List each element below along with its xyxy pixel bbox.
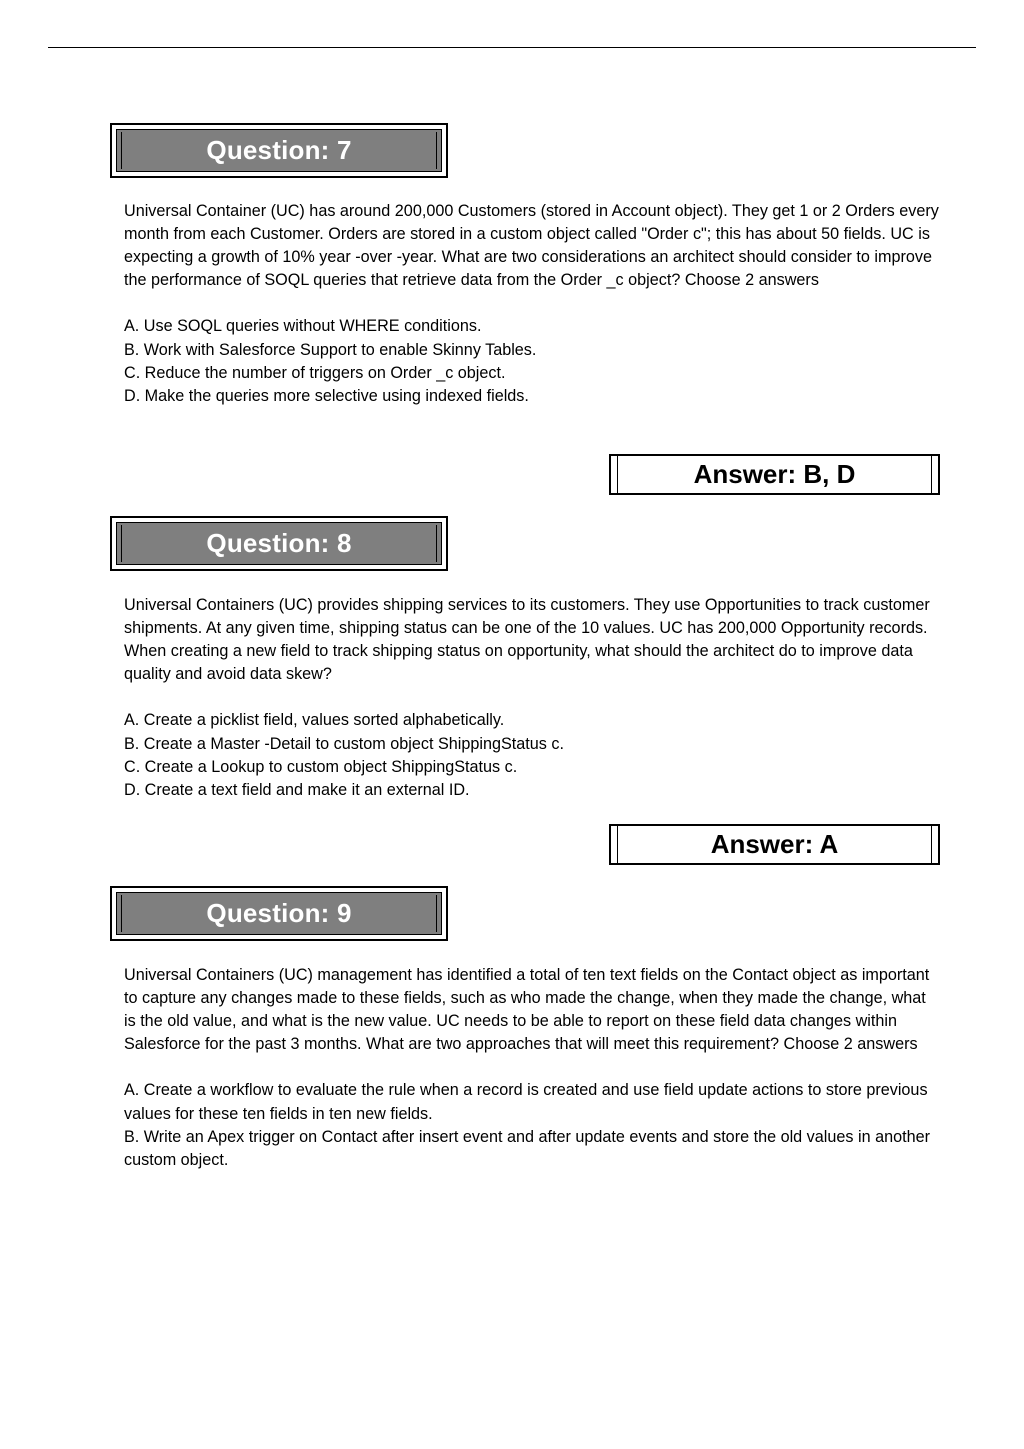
question-7-header: [110, 123, 448, 178]
question-9-option-b: B. Write an Apex trigger on Contact after insert event and after update events and store the old values in another custom object.: [124, 1127, 930, 1169]
question-8-option-b: B. Create a Master -Detail to custom object ShippingStatus c.: [124, 734, 564, 753]
question-7-option-a: A. Use SOQL queries without WHERE conditions.: [124, 317, 482, 336]
question-7-option-c: C. Reduce the number of triggers on Order _c object.: [124, 363, 506, 382]
question-9-body: [124, 964, 939, 1172]
question-9-options: [124, 1079, 939, 1171]
question-8-option-c: C. Create a Lookup to custom object ShippingStatus c.: [124, 757, 518, 776]
question-9-text: Universal Containers (UC) management has identified a total of ten text fields on the Contact object as important to capture any changes made to these fields, such as who made the change, when they made the change, what is the old value, and what is the new value. UC needs to be able to report on these field data changes within Salesforce for the past 3 months. What are two approaches that will meet this requirement? Choose 2 answers: [124, 966, 930, 1054]
top-rule: [48, 47, 976, 48]
question-8-option-a: A. Create a picklist field, values sorted alphabetically.: [124, 711, 505, 730]
question-7-answer: Answer: B, D: [693, 459, 856, 489]
question-9-title: Question: 9: [206, 898, 352, 928]
question-7-option-d: D. Make the queries more selective using indexed fields.: [124, 386, 529, 405]
question-8-header: [110, 516, 448, 571]
question-9-header: [110, 886, 448, 941]
question-8-option-d: D. Create a text field and make it an external ID.: [124, 780, 470, 799]
question-9-option-a: A. Create a workflow to evaluate the rule when a record is created and use field update actions to store previous values for these ten fields in ten new fields.: [124, 1081, 928, 1123]
question-8-answer: Answer: A: [710, 829, 839, 859]
question-7-options: [124, 315, 939, 407]
question-8-options: [124, 709, 939, 801]
question-8-body: [124, 594, 939, 802]
question-8-answer-box: [609, 824, 940, 865]
question-7-title: Question: 7: [206, 135, 352, 165]
question-7-answer-box: [609, 454, 940, 495]
question-8-text: Universal Containers (UC) provides shipping services to its customers. They use Opportunities to track customer shipments. At any given time, shipping status can be one of the 10 values. UC has 200,000 Opportunity records. When creating a new field to track shipping status on opportunity, what should the architect do to improve data quality and avoid data skew?: [124, 596, 930, 684]
question-7-text: Universal Container (UC) has around 200,000 Customers (stored in Account object). They get 1 or 2 Orders every month from each Customer. Orders are stored in a custom object called "Order c"; this has about 50 fields. UC is expecting a growth of 10% year -over -year. What are two considerations an architect should consider to improve the performance of SOQL queries that retrieve data from the Order _c object? Choose 2 answers: [124, 202, 939, 290]
question-7-option-b: B. Work with Salesforce Support to enable Skinny Tables.: [124, 340, 537, 359]
question-8-title: Question: 8: [206, 528, 352, 558]
question-7-body: [124, 200, 939, 408]
